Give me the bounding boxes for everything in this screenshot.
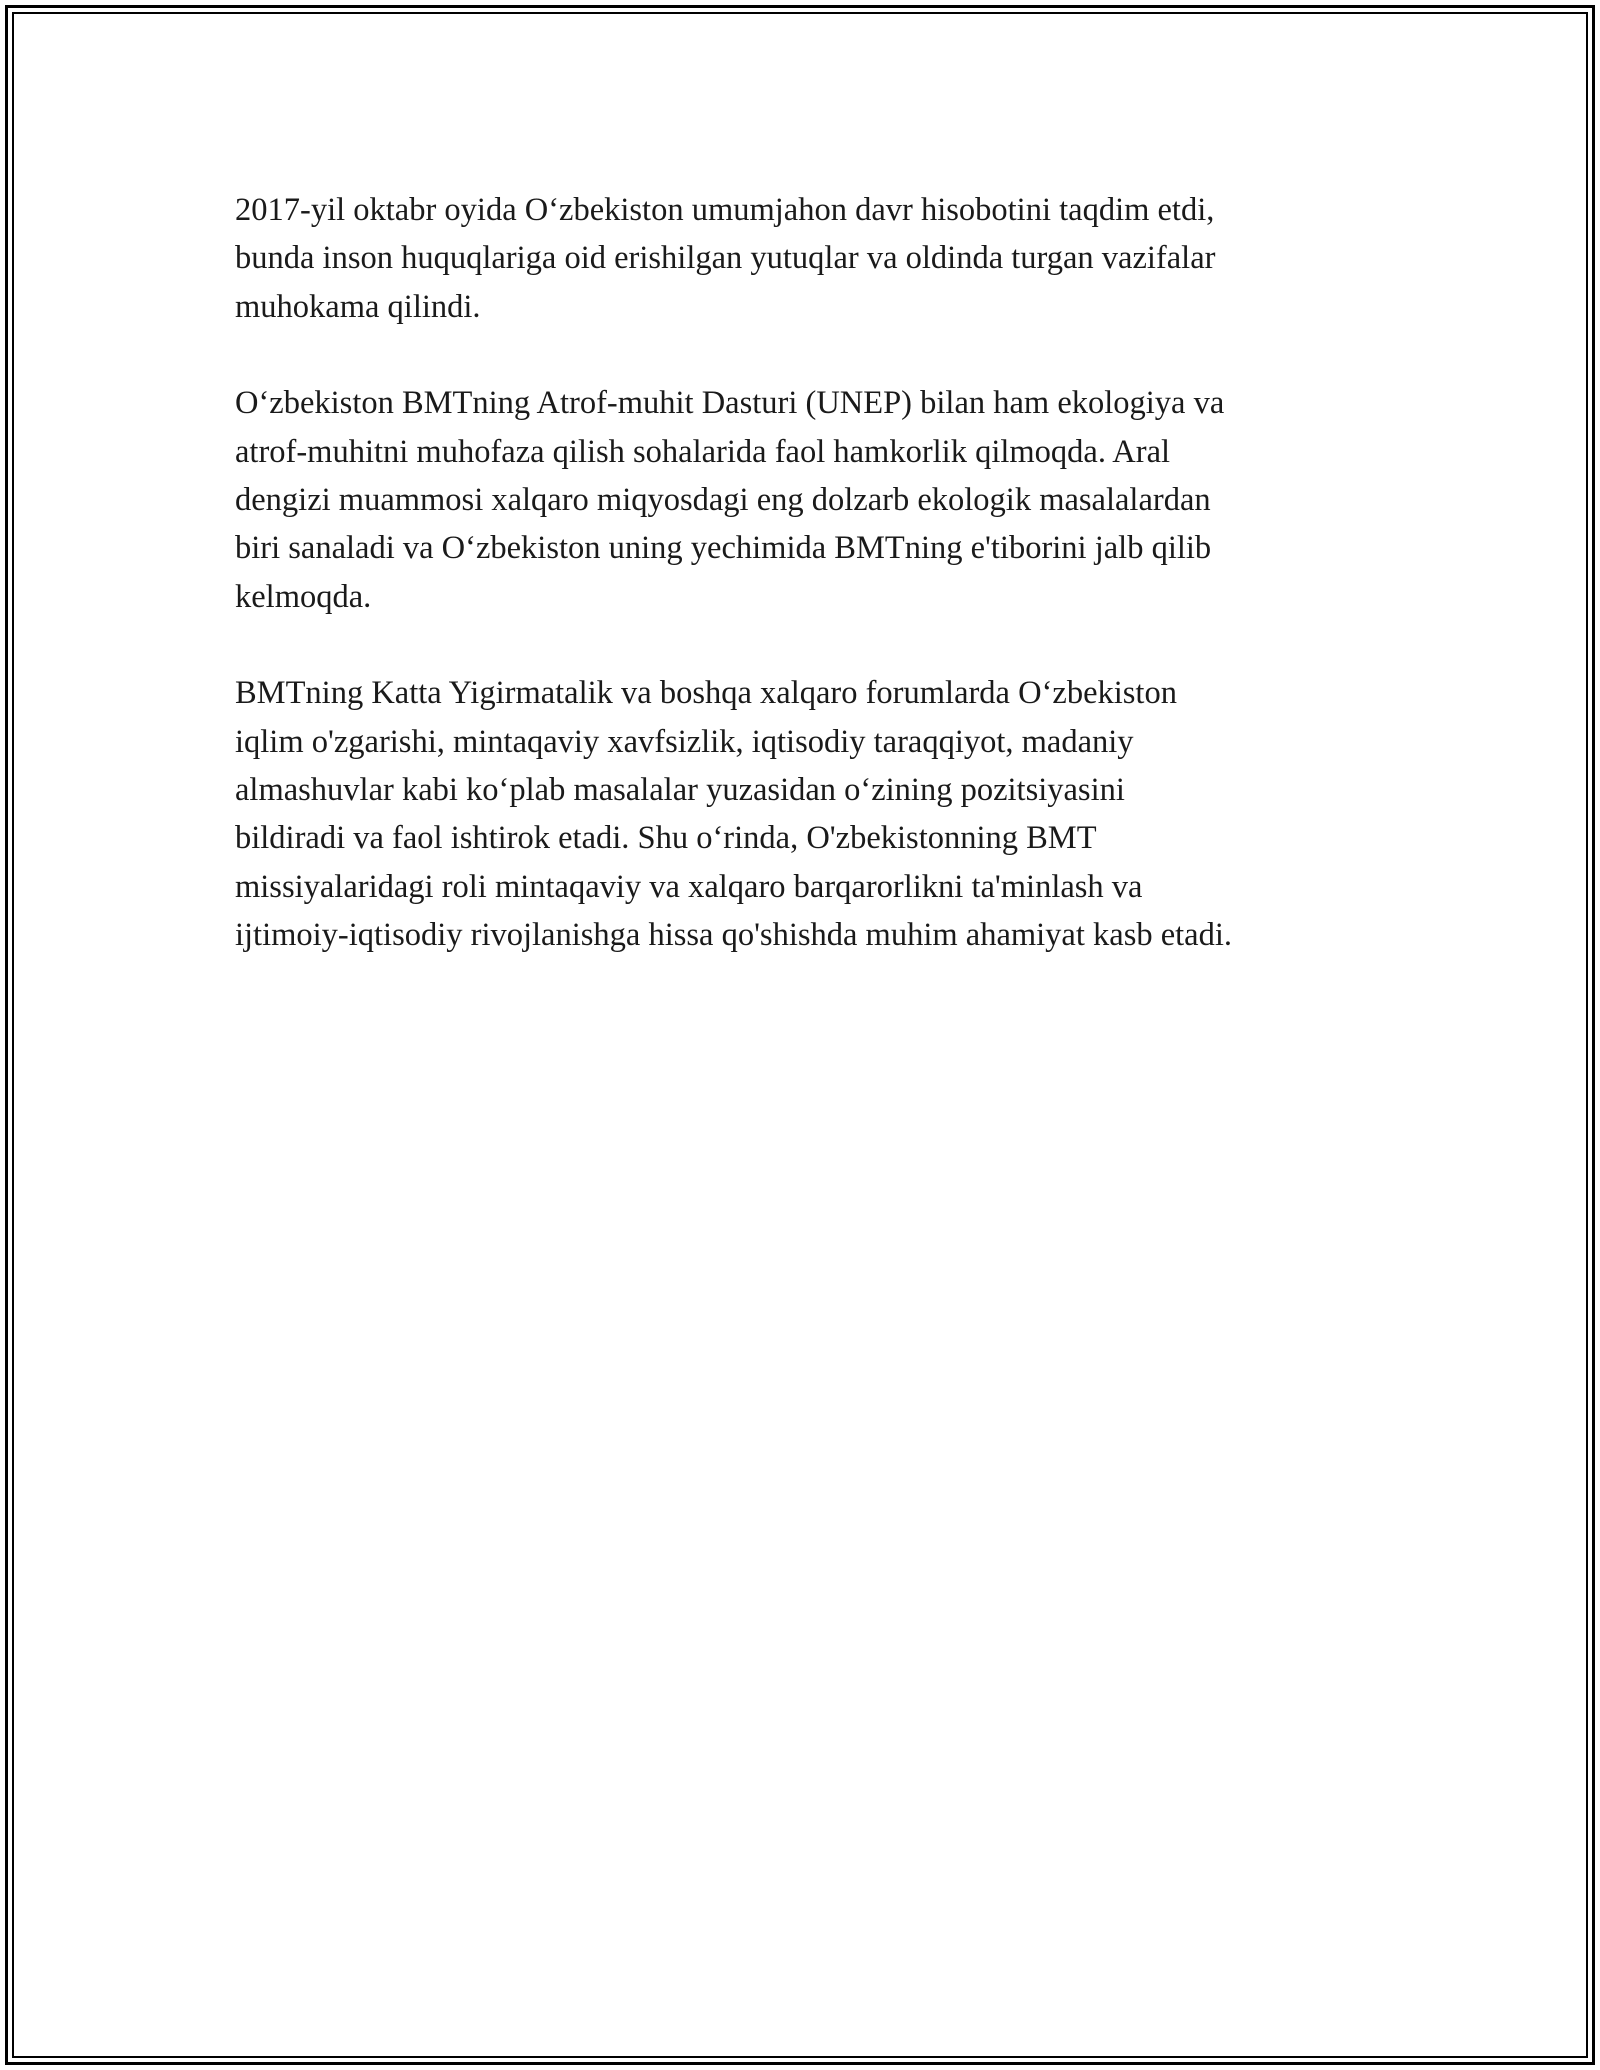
text-line: bunda inson huquqlariga oid erishilgan yutuqlar va oldinda turgan vazifalar [235,240,1216,277]
text-line: muhokama qilindi. [235,288,481,325]
text-line: bildiradi va faol ishtirok etadi. Shu o‘rinda, O'zbekistonning BMT [235,820,1097,857]
text-line: O‘zbekiston BMTning Atrof-muhit Dasturi (UNEP) bilan ham ekologiya va [235,385,1225,422]
text-line: ijtimoiy-iqtisodiy rivojlanishga hissa qo'shishda muhim ahamiyat kasb etadi. [235,917,1232,954]
text-line: 2017-yil oktabr oyida O‘zbekiston umumjahon davr hisobotini taqdim etdi, [235,192,1215,228]
text-line: iqlim o'zgarishi, mintaqaviy xavfsizlik, iqtisodiy taraqqiyot, madaniy [235,723,1134,760]
text-line: kelmoqda. [235,578,372,615]
document-body [235,186,1375,1008]
text-line: atrof-muhitni muhofaza qilish sohalarida faol hamkorlik qilmoqda. Aral [235,433,1171,470]
paragraph-3 [235,669,1375,959]
text-line: dengizi muammosi xalqaro miqyosdagi eng dolzarb ekologik masalalardan [235,482,1211,519]
text-line: biri sanaladi va O‘zbekiston uning yechimida BMTning e'tiborini jalb qilib [235,530,1212,567]
text-line: almashuvlar kabi ko‘plab masalalar yuzasidan o‘zining pozitsiyasini [235,772,1125,809]
paragraph-2 [235,379,1375,621]
text-line: missiyalaridagi roli mintaqaviy va xalqaro barqarorlikni ta'minlash va [235,868,1143,905]
paragraph-1 [235,186,1375,331]
text-line: BMTning Katta Yigirmatalik va boshqa xalqaro forumlarda O‘zbekiston [235,675,1177,712]
